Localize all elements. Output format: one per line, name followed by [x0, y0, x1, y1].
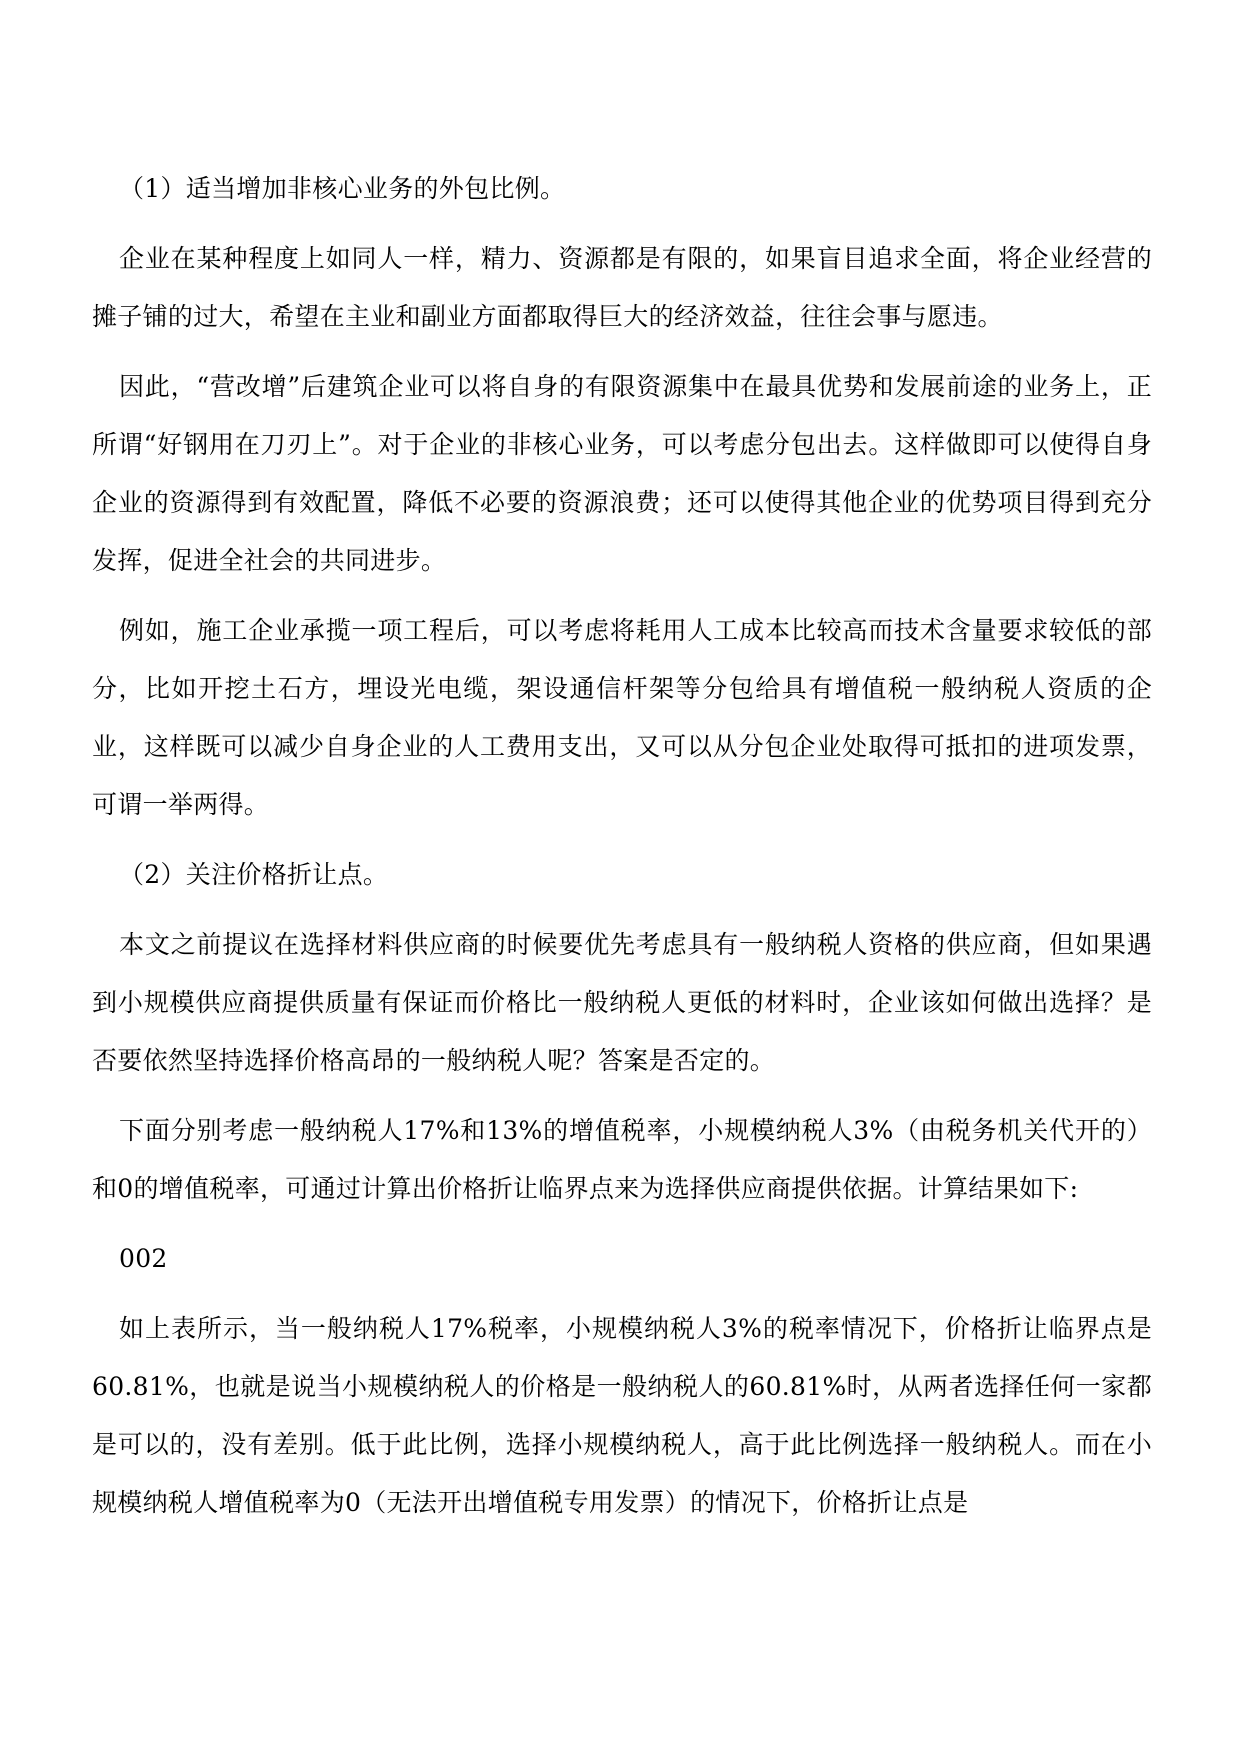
document-body — [92, 160, 1152, 1544]
table-placeholder-label: 002 — [119, 1244, 168, 1273]
paragraph: 本文之前提议在选择材料供应商的时候要优先考虑具有一般纳税人资格的供应商，但如果遇到小规模供应商提供质量有保证而价格比一般纳税人更低的材料时，企业该如何做出选择？是否要依然坚持选择价格高昂的一般纳税人呢？答案是否定的。 — [92, 930, 1152, 1075]
paragraph: 如上表所示，当一般纳税人17%税率，小规模纳税人3%的税率情况下，价格折让临界点是60.81%，也就是说当小规模纳税人的价格是一般纳税人的60.81%时，从两者选择任何一家都是可以的，没有差别。低于此比例，选择小规模纳税人，高于此比例选择一般纳税人。而在小规模纳税人增值税率为0（无法开出增值税专用发票）的情况下，价格折让点是 — [92, 1314, 1152, 1517]
section-heading-1: （1）适当增加非核心业务的外包比例。 — [119, 174, 566, 203]
paragraph: 企业在某种程度上如同人一样，精力、资源都是有限的，如果盲目追求全面，将企业经营的摊子铺的过大，希望在主业和副业方面都取得巨大的经济效益，往往会事与愿违。 — [92, 244, 1152, 331]
paragraph: 下面分别考虑一般纳税人17%和13%的增值税率，小规模纳税人3%（由税务机关代开的）和0的增值税率，可通过计算出价格折让临界点来为选择供应商提供依据。计算结果如下: — [92, 1116, 1152, 1203]
paragraph: 例如，施工企业承揽一项工程后，可以考虑将耗用人工成本比较高而技术含量要求较低的部分，比如开挖土石方，埋设光电缆，架设通信杆架等分包给具有增值税一般纳税人资质的企业，这样既可以减少自身企业的人工费用支出，又可以从分包企业处取得可抵扣的进项发票，可谓一举两得。 — [92, 616, 1152, 819]
section-heading-2: （2）关注价格折让点。 — [119, 860, 389, 889]
paragraph: 因此，“营改增”后建筑企业可以将自身的有限资源集中在最具优势和发展前途的业务上，正所谓“好钢用在刀刃上”。对于企业的非核心业务，可以考虑分包出去。这样做即可以使得自身企业的资源得到有效配置，降低不必要的资源浪费；还可以使得其他企业的优势项目得到充分发挥，促进全社会的共同进步。 — [92, 372, 1152, 575]
